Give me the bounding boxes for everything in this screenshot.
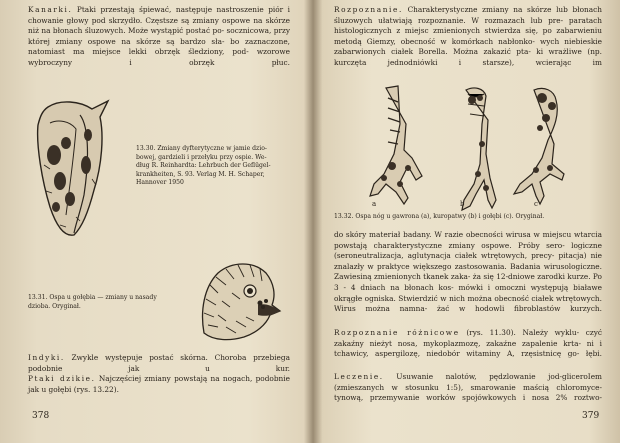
indyki-title: Indyki. [28,353,65,362]
pigeon-head-illustration [196,255,282,345]
figure-label-b: b [460,200,465,208]
right-page [312,0,620,443]
caption-line: dług R. Reinhardta: Lehrbuch der Geflügel- [136,162,271,170]
indyki-line: Zwykle występuje postać skórna. Choroba przebiega [71,353,290,362]
kanarki-line: bo zaznaczone, natomiast ma miejsce lekki obrzęk śledziony, pod- [28,36,290,57]
roznicowe-line: łębi. [585,349,602,359]
leczenie-line: tynową, przemywanie worków spojówkowych i nosa 2% roztwo- [334,393,602,403]
ptaki-line: Najczęściej zmiany powstają na nogach, [98,374,253,383]
leg-c-drawing [514,88,564,204]
kanarki-line: piór i chowanie głowy pod skrzydło. Częstsze są zmiany ospowe [28,5,291,25]
rozpoznanie-line: błonach śluzowych ułatwiają rozpoznanie. W rozmazach lub pre- [334,5,602,25]
leczenie-line: (zmieszanych w stosunku 1:5), smarowanie maścią chloromyce- [334,382,602,392]
badania-line: w nich można obecność ciałek wtrętowych. Wirus można namna- [334,293,602,314]
kanarki-paragraph [28,5,290,79]
caption-line: 13.31. Ospa u gołębia — zmiany u nasady [28,294,157,301]
kanarki-line: Ptaki przestają śpiewać, następuje nastroszenie [76,5,264,14]
rozpoznanie-paragraph [334,5,602,79]
figure-label-a: a [372,200,377,208]
kanarki-title: Kanarki. [28,5,73,14]
rozpoznanie-line: ki wrażliwe (np. kurczęta jednodniówki i starsze), wcierając im [334,47,602,67]
badania-line: Badania wirusologiczne. Zawiesiną zmienionych tkanek zaka- [334,261,602,282]
beak-lesion-illustration [30,95,112,240]
ptaki-dzikie-title: Ptaki dzikie. [28,374,96,383]
badania-paragraph [334,230,602,325]
badania-line: logiczne (seroneutralizacja, aglutynacja ciałek wtrętowych, precy- [334,240,602,261]
indyki-line: podobnie jak u kur. [28,363,290,373]
caption-line: 13.32. Ospa nóg u gawrona (a), kuropatwy (b) i gołębi (c). Oryginał. [334,213,545,220]
rozpoznanie-line: zabarwieniu metodą Giemzy, obecność w komórkach nabłonko- [334,26,602,46]
ptaki-line: podobnie jak u gołębi (rys. 13.22). [28,374,290,394]
caption-line: 13.30. Zmiany dyfterytyczne w jamie dzio- [136,145,267,152]
caption-line: bowej, gardzieli i przełyku przy ospie. We- [136,153,267,161]
leczenie-paragraph [334,372,602,414]
roznicowe-line: czyć zakaźny nieżyt nosa, mykoplazmozę, zakaźne zapalenie krta- [334,328,602,348]
roznicowe-line: ni i tchawicy, aspergilozę, niedobór witaminy A, rzęsistnicę go- [334,338,603,359]
ptaki-dzikie-paragraph [28,374,290,395]
rozpoznanie-line: Charakterystyczne zmiany na skórze lub [407,5,568,14]
rozpoznanie-roznicowe-title: Rozpoznanie różnicowe [334,328,460,337]
right-page-number: 379 [582,411,600,421]
leg-b-drawing [462,88,496,210]
figure-13-32-caption [334,213,604,222]
badania-line: ża się 12-dniowe zarodki kurze. Po 3 - 4 dniach na błonach kos- [334,272,602,292]
rozpoznanie-line: wych niebieskie zabarwionych ciałek Borella. Można zakazić pta- [334,36,602,57]
rozpoznanie-line: paratach histologicznych z miejsc zmienionych stwierdza się, po [334,15,602,36]
badania-line: do skóry materiał badany. W razie obecności wirusa w miejscu [334,230,572,239]
leczenie-title: Leczenie. [334,372,384,381]
badania-line: mówki i omoczni występują białawe okrągłe ogniska. Stwierdzić [334,282,602,303]
badania-line: żać w hodowli fibroblastów kurzych. [436,304,602,314]
figure-label-c: c [534,200,538,208]
rozpoznanie-roznicowe-paragraph [334,328,602,370]
caption-line: dzioba. Oryginał. [28,302,81,310]
caption-line: krankheiten, S. 93. Verlag M. H. Schaper, [136,170,265,178]
figure-13-31-caption [28,294,200,311]
kanarki-line: na skórze niż na błonach śluzowych. Może wystąpić postać po- [28,15,290,36]
rozpoznanie-title: Rozpoznanie. [334,5,403,14]
figure-13-30-caption [136,145,304,188]
caption-line: Hannover 1950 [136,179,184,187]
leg-a-drawing [370,86,422,204]
kanarki-line: socznicowa, przy której zmiany ospowe na skórze są bardzo sła- [28,26,290,46]
badania-line: wtarcia powstają charakterystyczne zmiany ospowe. Próby sero- [334,230,603,250]
roznicowe-line: (rys. 11.30). Należy wyklu- [466,328,580,337]
bird-legs-illustration [364,84,576,214]
kanarki-line: wzorowe wybroczyny i obrzęk płuc. [28,47,290,67]
left-page-number: 378 [32,411,50,421]
leczenie-line: Usuwanie nalotów, pędzlowanie jod-gliceroIem [396,372,602,381]
badania-line: pitacja) nie znalazły w praktyce większego zastosowania. [334,251,602,271]
